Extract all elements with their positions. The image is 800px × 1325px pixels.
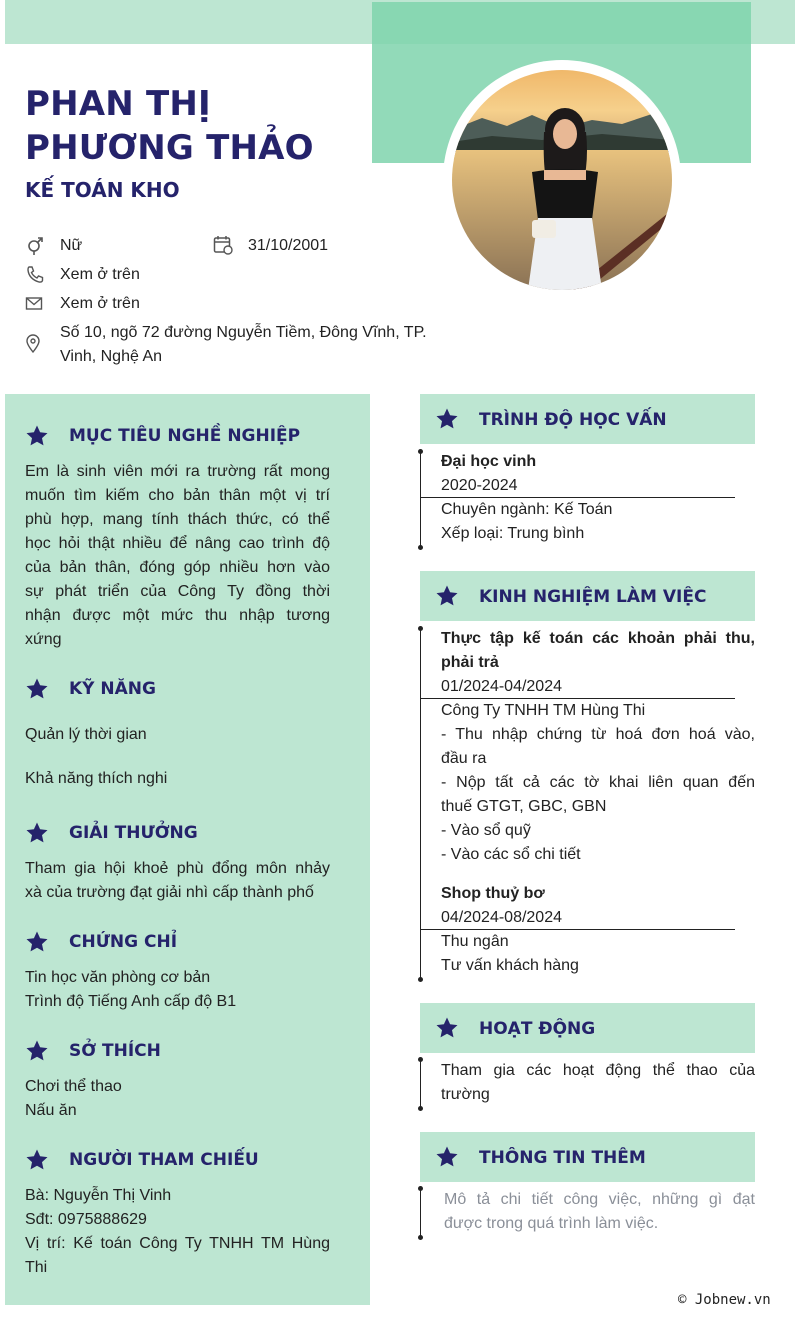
objective-line: phù hợp, mang tính thách thức, có thể xyxy=(25,511,330,528)
objective-line: muốn tìm kiếm cho bản thân một vị trí xyxy=(25,487,330,504)
star-icon xyxy=(435,1145,459,1169)
timeline-line xyxy=(420,628,421,980)
timeline-dot xyxy=(418,449,423,454)
phone-icon xyxy=(25,265,45,285)
star-icon xyxy=(435,407,459,431)
star-icon xyxy=(25,1039,49,1063)
awards-line: Tham gia hội khoẻ phù đổng môn nhảy xyxy=(25,860,330,877)
job2-title: Shop thuỷ bơ xyxy=(441,885,545,902)
avatar xyxy=(452,70,672,290)
objective-line: của bản thân, đóng góp nhiều hơn vào xyxy=(25,559,330,576)
job1-period: 01/2024-04/2024 xyxy=(441,678,562,695)
activities-heading xyxy=(435,1014,596,1042)
phone-value: Xem ở trên xyxy=(60,266,140,283)
star-icon xyxy=(25,930,49,954)
job2-detail-line: Thu ngân xyxy=(441,933,509,950)
education-heading xyxy=(435,405,667,433)
timeline-dot xyxy=(418,626,423,631)
activities-text xyxy=(441,1059,755,1107)
candidate-name xyxy=(25,82,405,170)
name-line-1: PHAN THỊ xyxy=(25,84,211,124)
timeline-line xyxy=(420,451,421,548)
skills-title: KỸ NĂNG xyxy=(69,679,156,699)
education-period: 2020-2024 xyxy=(441,477,518,494)
objective-line: Em là sinh viên mới ra trường rất mong xyxy=(25,463,330,480)
timeline-dot xyxy=(418,545,423,550)
certificates-heading xyxy=(25,928,178,956)
job1-detail-line: - Vào sổ quỹ xyxy=(441,822,531,839)
hobby-item: Chơi thể thao xyxy=(25,1078,122,1095)
hobbies-heading xyxy=(25,1037,161,1065)
experience-heading xyxy=(435,582,707,610)
birthday-value: 31/10/2001 xyxy=(248,237,329,254)
reference-line: Sđt: 0975888629 xyxy=(25,1211,147,1228)
certificates-list xyxy=(25,966,236,1014)
references-text xyxy=(25,1184,330,1280)
education-major: Chuyên ngành: Kế Toán xyxy=(441,501,613,518)
references-heading xyxy=(25,1146,259,1174)
reference-line: Thi xyxy=(25,1259,48,1276)
job1-detail-line: - Vào các sổ chi tiết xyxy=(441,846,581,863)
calendar-icon xyxy=(213,235,233,255)
timeline-dot xyxy=(418,1057,423,1062)
star-icon xyxy=(25,677,49,701)
skills-heading xyxy=(25,675,156,703)
timeline-dot xyxy=(418,977,423,982)
awards-title: GIẢI THƯỞNG xyxy=(69,823,198,843)
objective-title: MỤC TIÊU NGHỀ NGHIỆP xyxy=(69,426,301,446)
certificates-title: CHỨNG CHỈ xyxy=(69,932,178,952)
objective-text xyxy=(25,460,330,652)
activities-line: trường xyxy=(441,1086,490,1103)
extra-heading xyxy=(435,1143,646,1171)
location-icon xyxy=(25,334,45,354)
certificate-item: Tin học văn phòng cơ bản xyxy=(25,969,211,986)
gender-value: Nữ xyxy=(60,237,83,254)
job1-company: Công Ty TNHH TM Hùng Thi xyxy=(441,702,646,719)
objective-line: nhận được một mức thu nhập tương xyxy=(25,607,330,624)
education-grade: Xếp loại: Trung bình xyxy=(441,525,585,542)
star-icon xyxy=(25,424,49,448)
extra-line: được trong quá trình làm việc. xyxy=(444,1215,659,1232)
star-icon xyxy=(25,821,49,845)
timeline-line xyxy=(420,1060,421,1109)
activities-title: HOẠT ĐỘNG xyxy=(479,1019,596,1039)
star-icon xyxy=(25,1148,49,1172)
timeline-dot xyxy=(418,1106,423,1111)
job1-detail-line: - Thu nhập chứng từ hoá đơn hoá vào, xyxy=(441,726,755,743)
job1-detail-line: - Nộp tất cả các tờ khai liên quan đến xyxy=(441,774,755,791)
awards-line: xà của trường đạt giải nhì cấp thành phố xyxy=(25,884,314,901)
job1-detail-line: đầu ra xyxy=(441,750,487,767)
objective-heading xyxy=(25,422,301,450)
reference-line: Bà: Nguyễn Thị Vinh xyxy=(25,1187,172,1204)
objective-line: học hỏi thật nhiều để nâng cao trình độ xyxy=(25,535,330,552)
awards-heading xyxy=(25,819,198,847)
job2-period: 04/2024-08/2024 xyxy=(441,909,562,926)
awards-text xyxy=(25,857,330,905)
job1-title xyxy=(441,627,755,675)
education-title: TRÌNH ĐỘ HỌC VẤN xyxy=(479,410,667,430)
job2-detail-line: Tư vấn khách hàng xyxy=(441,957,579,974)
timeline-dot xyxy=(418,1235,423,1240)
objective-line: xứng xyxy=(25,631,62,648)
activities-line: Tham gia các hoạt động thể thao của xyxy=(441,1062,755,1079)
job1-detail-line: thuế GTGT, GBC, GBN xyxy=(441,798,607,815)
job2-details xyxy=(441,930,579,978)
email-icon xyxy=(25,294,45,314)
extra-title: THÔNG TIN THÊM xyxy=(479,1148,646,1168)
address-line-2: Vinh, Nghệ An xyxy=(60,348,163,365)
timeline-line xyxy=(420,1189,421,1238)
certificate-item: Trình độ Tiếng Anh cấp độ B1 xyxy=(25,993,237,1010)
job1-title-line: Thực tập kế toán các khoản phải thu, xyxy=(441,630,755,647)
extra-line: Mô tả chi tiết công việc, những gì đạt xyxy=(444,1191,755,1208)
footer-brand: © Jobnew.vn xyxy=(678,1292,771,1308)
star-icon xyxy=(435,584,459,608)
hobbies-list xyxy=(25,1075,122,1123)
name-line-2: PHƯƠNG THẢO xyxy=(25,128,314,168)
skill-item: Khả năng thích nghi xyxy=(25,770,168,787)
extra-text xyxy=(444,1188,755,1236)
skill-item: Quản lý thời gian xyxy=(25,726,147,743)
address-value xyxy=(60,321,450,369)
email-value: Xem ở trên xyxy=(60,295,140,312)
experience-title: KINH NGHIỆM LÀM VIỆC xyxy=(479,587,707,607)
address-line-1: Số 10, ngõ 72 đường Nguyễn Tiềm, Đông Vĩnh, TP. xyxy=(60,324,427,341)
job-title: KẾ TOÁN KHO xyxy=(25,178,180,202)
gender-icon xyxy=(25,235,45,255)
objective-line: sự phát triển của Công Ty đồng thời xyxy=(25,583,330,600)
job1-details xyxy=(441,723,755,867)
reference-line: Vị trí: Kế toán Công Ty TNHH TM Hùng xyxy=(25,1235,330,1252)
education-school: Đại học vinh xyxy=(441,453,537,470)
job1-title-line: phải trả xyxy=(441,654,499,671)
references-title: NGƯỜI THAM CHIẾU xyxy=(69,1150,259,1170)
hobbies-title: SỞ THÍCH xyxy=(69,1041,161,1061)
star-icon xyxy=(435,1016,459,1040)
timeline-dot xyxy=(418,1186,423,1191)
hobby-item: Nấu ăn xyxy=(25,1102,77,1119)
